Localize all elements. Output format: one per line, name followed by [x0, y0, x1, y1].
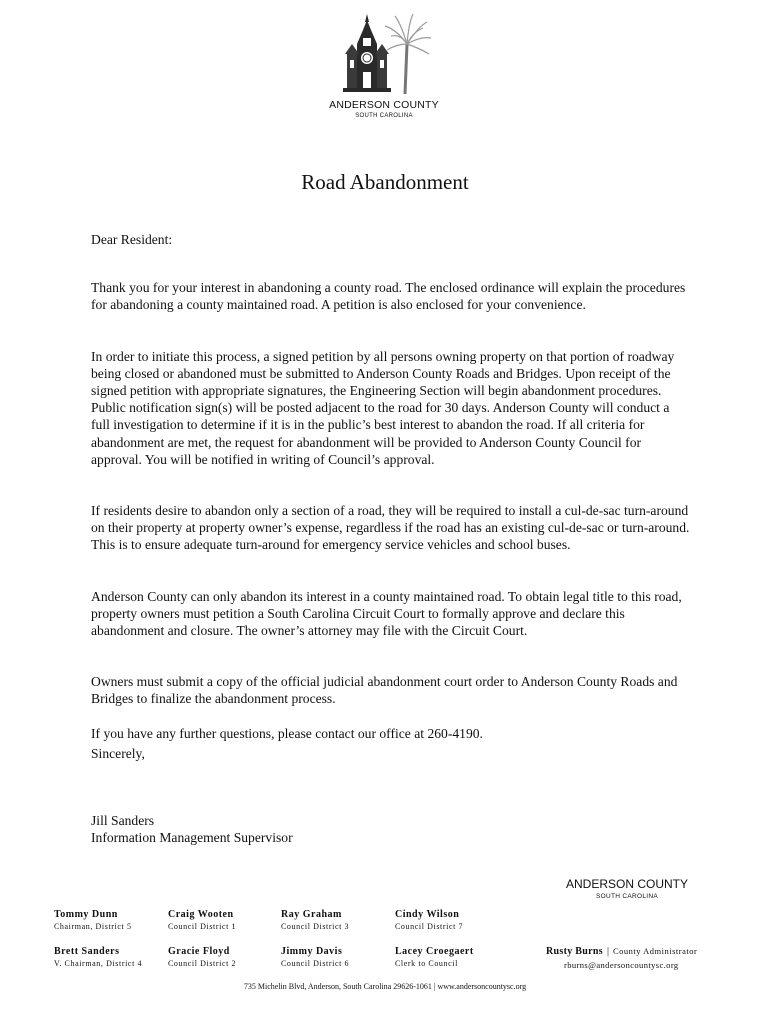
- council-member-name: Lacey Croegaert: [395, 946, 474, 957]
- council-member-name: Brett Sanders: [54, 946, 120, 957]
- logo-county-name: ANDERSON COUNTY: [329, 99, 439, 111]
- signer-title: Information Management Supervisor: [91, 830, 293, 846]
- council-member: [54, 946, 142, 968]
- administrator-name: Rusty Burns: [546, 946, 603, 957]
- council-member: [281, 946, 349, 968]
- council-member-role: Council District 6: [281, 959, 350, 968]
- council-member: [395, 946, 474, 968]
- letter-paragraph: If residents desire to abandon only a section of a road, they will be required to install a cul-de-sac turn-around on their property at property owner’s expense, regardless if the road has an existing cul-de-sac or turn-around. This is to ensure adequate turn-around for emergency service vehicles and school buses.: [91, 502, 690, 552]
- council-member-role: Council District 2: [168, 959, 237, 968]
- page-title: Road Abandonment: [301, 170, 469, 194]
- council-member: [168, 909, 236, 931]
- letter-paragraph: If you have any further questions, please contact our office at 260-4190.: [91, 725, 483, 741]
- administrator-separator: |: [606, 946, 609, 957]
- council-member-name: Gracie Floyd: [168, 946, 230, 957]
- council-member: [54, 909, 132, 931]
- council-member-role: Council District 7: [395, 922, 464, 931]
- council-member-name: Craig Wooten: [168, 909, 234, 920]
- council-member-name: Tommy Dunn: [54, 909, 118, 920]
- county-logo: [325, 14, 443, 126]
- courthouse-palmetto-emblem-icon: [339, 14, 431, 96]
- footer-brand: [545, 877, 709, 900]
- closing: Sincerely,: [91, 746, 145, 761]
- letter-paragraph: Thank you for your interest in abandoning a county road. The enclosed ordinance will explain the procedures for abandoning a county maintained road. A petition is also enclosed for your convenience.: [91, 279, 686, 312]
- logo-state-name: SOUTH CAROLINA: [355, 113, 413, 119]
- council-member-name: Jimmy Davis: [281, 946, 343, 957]
- signer-name: Jill Sanders: [91, 813, 155, 828]
- letter-paragraph: In order to initiate this process, a signed petition by all persons owning property on that portion of roadway being closed or abandoned must be submitted to Anderson County Roads and Bridges. Upon receipt of the signed petition with appropriate signatures, the Engineering Section will begin abandonment procedures. Public notification sign(s) will be posted adjacent to the road for 30 days. Anderson County will conduct a full investigation to determine if it is in the public’s best interest to abandon the road. If all criteria for abandonment are met, the request for abandonment will be provided to Anderson County Council for approval. You will be notified in writing of Council’s approval.: [91, 348, 675, 467]
- council-member: [168, 946, 236, 968]
- signature-block: [91, 812, 691, 846]
- administrator-role: County Administrator: [612, 946, 698, 956]
- footer-address: 735 Michelin Blvd, Anderson, South Carolina 29626-1061 | www.andersoncountysc.org: [243, 982, 527, 991]
- footer-brand-state: SOUTH CAROLINA: [596, 893, 658, 900]
- council-member-role: V. Chairman, District 4: [54, 959, 143, 968]
- county-administrator: [546, 946, 697, 957]
- letter-paragraph: Owners must submit a copy of the official judicial abandonment court order to Anderson County Roads and Bridges to finalize the abandonment process.: [91, 673, 678, 706]
- council-member-role: Council District 1: [168, 922, 237, 931]
- council-member-role: Chairman, District 5: [54, 922, 132, 931]
- council-member-name: Cindy Wilson: [395, 909, 460, 920]
- administrator-email: rburns@andersoncountysc.org: [564, 960, 679, 970]
- salutation: Dear Resident:: [91, 232, 173, 247]
- council-member-name: Ray Graham: [281, 909, 342, 920]
- council-member-role: Clerk to Council: [395, 959, 458, 968]
- council-member: [395, 909, 463, 931]
- letter-paragraph: Anderson County can only abandon its interest in a county maintained road. To obtain legal title to this road, property owners must petition a South Carolina Circuit Court to formally approve and declare this abandonment and closure. The owner’s attorney may file with the Circuit Court.: [91, 588, 682, 638]
- council-member-role: Council District 3: [281, 922, 350, 931]
- footer-brand-name: ANDERSON COUNTY: [565, 877, 688, 891]
- council-member: [281, 909, 349, 931]
